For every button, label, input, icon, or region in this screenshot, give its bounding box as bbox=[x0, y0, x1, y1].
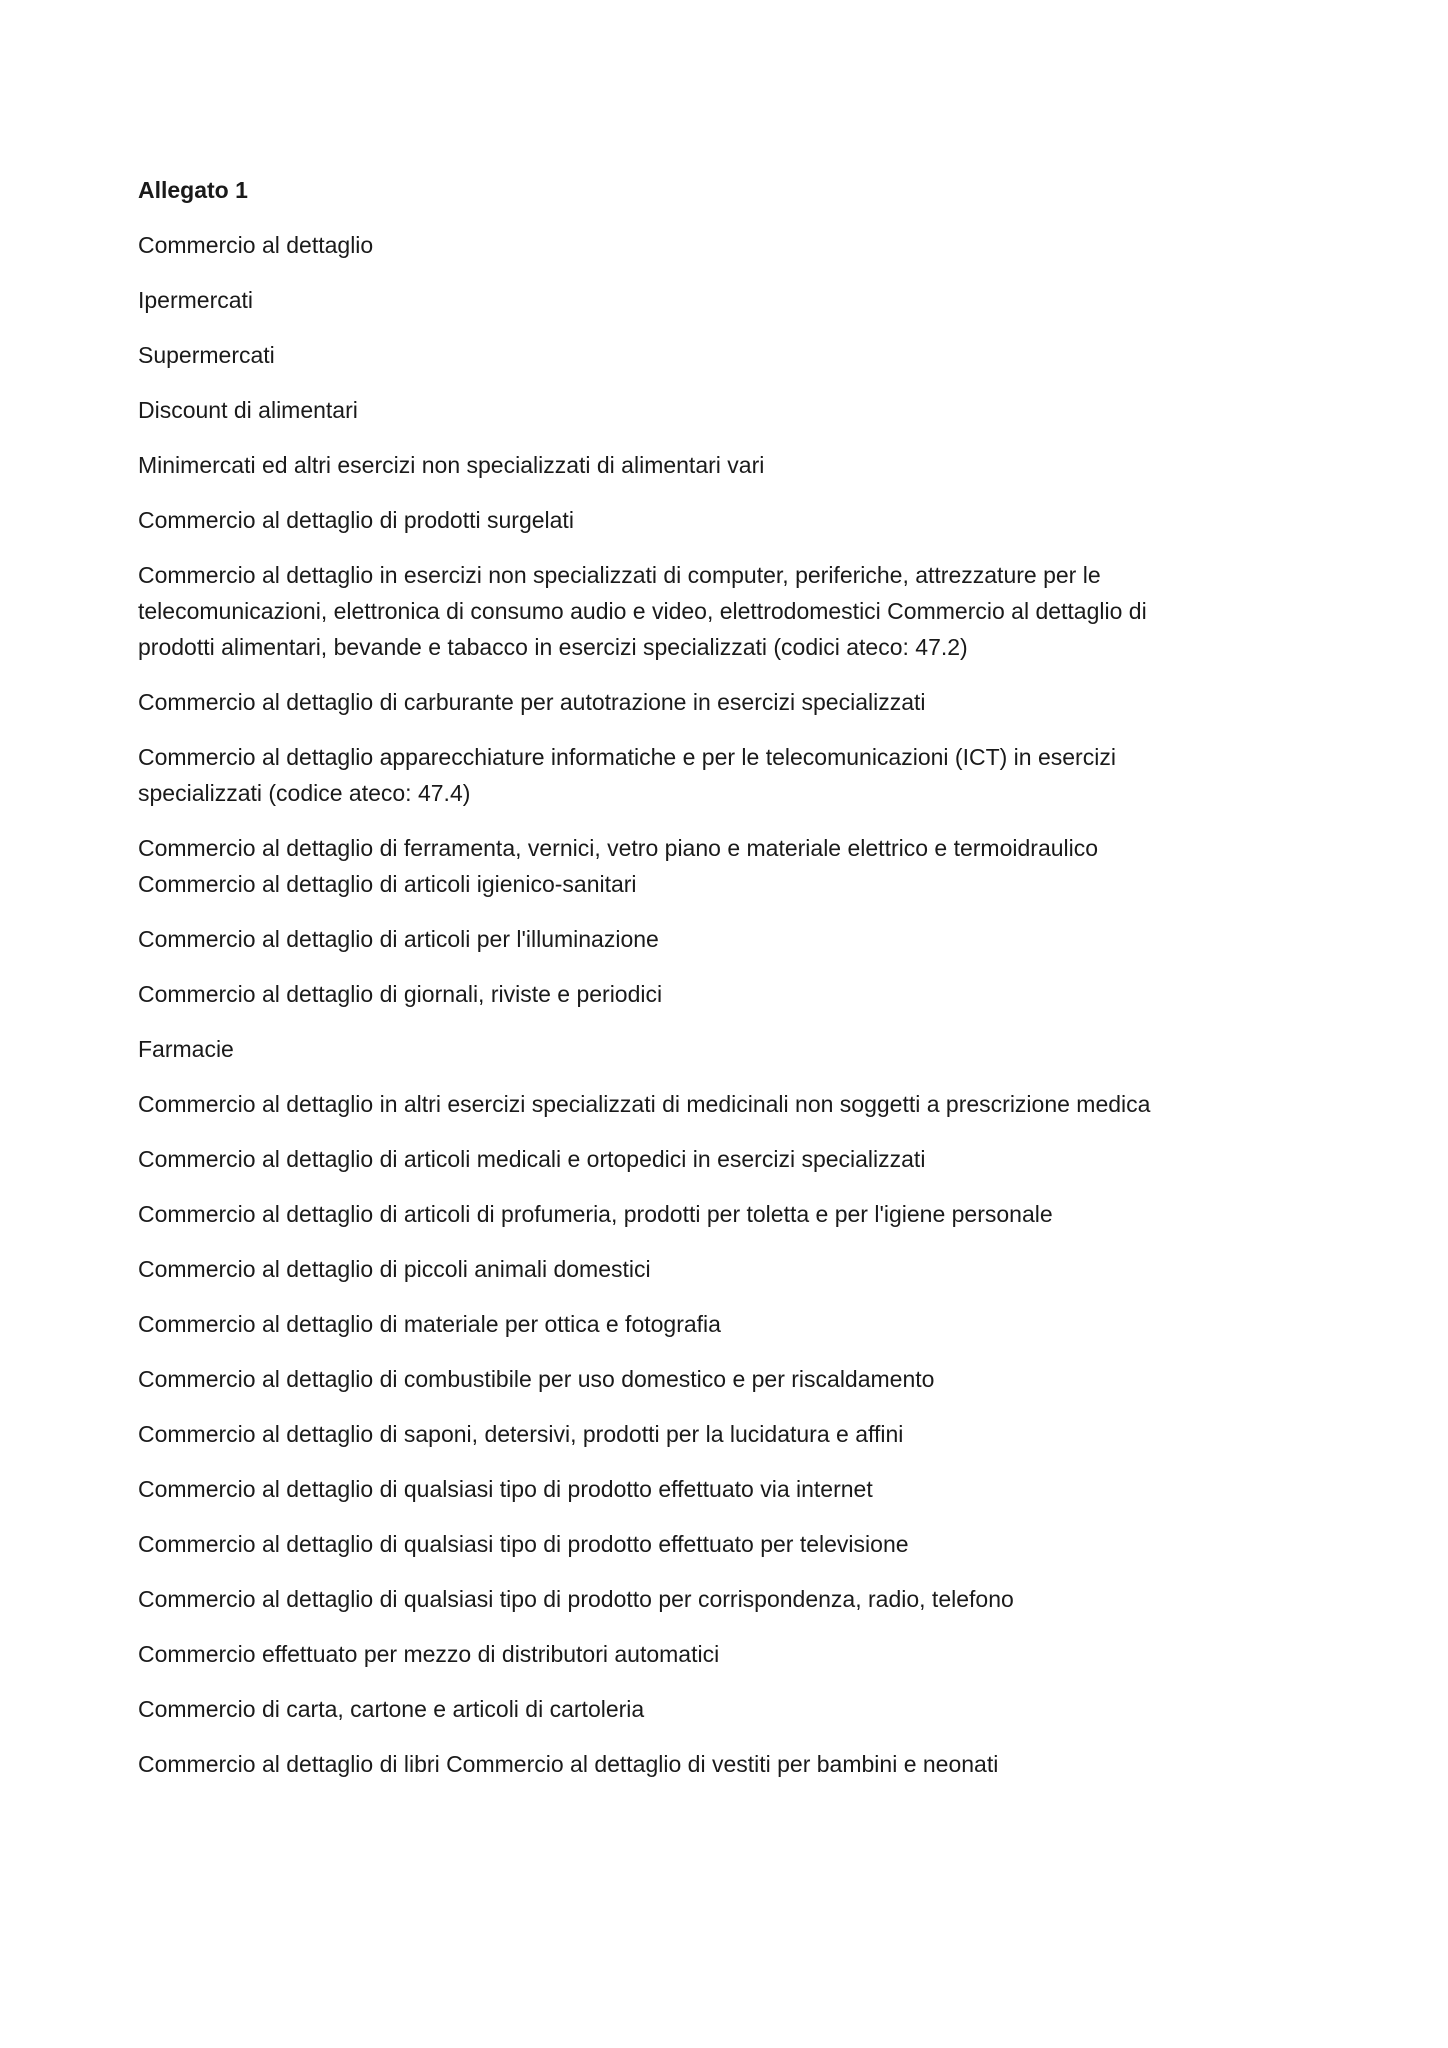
list-item-line: Commercio al dettaglio di articoli medicali e ortopedici in esercizi specializzati bbox=[138, 1146, 926, 1172]
list-item bbox=[138, 1471, 1258, 1507]
list-item bbox=[138, 1251, 1258, 1287]
list-item bbox=[138, 447, 1258, 483]
list-item-line: Commercio al dettaglio apparecchiature informatiche e per le telecomunicazioni (ICT) in esercizi bbox=[138, 744, 1116, 770]
list-item bbox=[138, 1361, 1258, 1397]
list-item-line: Commercio al dettaglio di giornali, riviste e periodici bbox=[138, 981, 663, 1007]
list-item bbox=[138, 684, 1258, 720]
list-item-line: Commercio al dettaglio di prodotti surgelati bbox=[138, 507, 574, 533]
list-item bbox=[138, 502, 1258, 538]
list-item-line: Commercio al dettaglio di materiale per ottica e fotografia bbox=[138, 1311, 721, 1337]
list-item bbox=[138, 1416, 1258, 1452]
list-item bbox=[138, 557, 1258, 665]
list-item-line: Discount di alimentari bbox=[138, 397, 358, 423]
list-item-line: Commercio al dettaglio di ferramenta, vernici, vetro piano e materiale elettrico e termoidraulico bbox=[138, 835, 1099, 861]
list-item-line: Commercio al dettaglio di qualsiasi tipo di prodotto effettuato per televisione bbox=[138, 1531, 909, 1557]
list-item-line: Commercio al dettaglio di combustibile per uso domestico e per riscaldamento bbox=[138, 1366, 935, 1392]
list-item-line: Minimercati ed altri esercizi non specializzati di alimentari vari bbox=[138, 452, 765, 478]
list-item bbox=[138, 1141, 1258, 1177]
list-item-line: Commercio al dettaglio di articoli igienico-sanitari bbox=[138, 871, 637, 897]
list-item-line: Ipermercati bbox=[138, 287, 254, 313]
list-item bbox=[138, 1636, 1258, 1672]
list-item bbox=[138, 739, 1258, 811]
list-item-line: Commercio al dettaglio di carburante per autotrazione in esercizi specializzati bbox=[138, 689, 926, 715]
list-item bbox=[138, 227, 1258, 263]
list-item bbox=[138, 830, 1258, 902]
list-item bbox=[138, 921, 1258, 957]
list-item bbox=[138, 1691, 1258, 1727]
list-item-line: Commercio al dettaglio in esercizi non specializzati di computer, periferiche, attrezzature per le bbox=[138, 562, 1101, 588]
list-item bbox=[138, 337, 1258, 373]
list-item-line: Commercio al dettaglio di qualsiasi tipo di prodotto per corrispondenza, radio, telefono bbox=[138, 1586, 1014, 1612]
document-page bbox=[138, 172, 1258, 1801]
list-item-line: Farmacie bbox=[138, 1036, 234, 1062]
list-item-line: Commercio al dettaglio di libri Commercio al dettaglio di vestiti per bambini e neonati bbox=[138, 1751, 999, 1777]
list-item-line: telecomunicazioni, elettronica di consumo audio e video, elettrodomestici Commercio al dettaglio di bbox=[138, 598, 1147, 624]
list-item-line: Commercio al dettaglio di articoli per l'illuminazione bbox=[138, 926, 659, 952]
list-item bbox=[138, 1526, 1258, 1562]
list-item bbox=[138, 1581, 1258, 1617]
list-item-line: specializzati (codice ateco: 47.4) bbox=[138, 780, 471, 806]
list-item bbox=[138, 1746, 1258, 1782]
list-item-line: Commercio al dettaglio bbox=[138, 232, 374, 258]
list-item bbox=[138, 976, 1258, 1012]
list-item bbox=[138, 1031, 1258, 1067]
document-title: Allegato 1 bbox=[138, 177, 248, 203]
list-item-line: Commercio di carta, cartone e articoli di cartoleria bbox=[138, 1696, 645, 1722]
list-item-line: Commercio al dettaglio di articoli di profumeria, prodotti per toletta e per l'igiene personale bbox=[138, 1201, 1053, 1227]
list-item-line: Commercio al dettaglio di piccoli animali domestici bbox=[138, 1256, 651, 1282]
list-item-line: Supermercati bbox=[138, 342, 275, 368]
list-item bbox=[138, 1086, 1258, 1122]
list-item bbox=[138, 1196, 1258, 1232]
list-item-line: Commercio effettuato per mezzo di distributori automatici bbox=[138, 1641, 720, 1667]
list-item-line: Commercio al dettaglio di saponi, detersivi, prodotti per la lucidatura e affini bbox=[138, 1421, 904, 1447]
list-item-line: Commercio al dettaglio in altri esercizi specializzati di medicinali non soggetti a prescrizione medica bbox=[138, 1091, 1151, 1117]
list-item bbox=[138, 392, 1258, 428]
activity-list bbox=[138, 227, 1258, 1782]
list-item bbox=[138, 1306, 1258, 1342]
list-item bbox=[138, 282, 1258, 318]
list-item-line: prodotti alimentari, bevande e tabacco in esercizi specializzati (codici ateco: 47.2) bbox=[138, 634, 968, 660]
list-item-line: Commercio al dettaglio di qualsiasi tipo di prodotto effettuato via internet bbox=[138, 1476, 873, 1502]
